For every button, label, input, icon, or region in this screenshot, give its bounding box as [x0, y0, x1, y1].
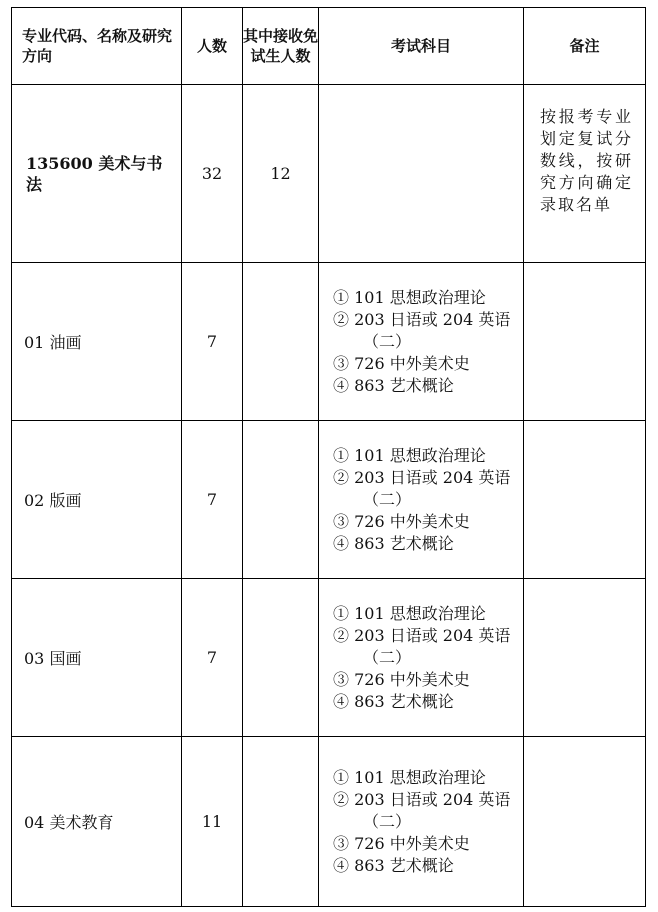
- subject-item: ② 203 日语或 204 英语（二）: [333, 625, 511, 667]
- subject-item: ③ 726 中外美术史: [333, 669, 470, 689]
- header-count: 人数: [182, 8, 243, 85]
- direction-name: 02 版画: [12, 421, 182, 579]
- table-header: [12, 8, 646, 85]
- subject-item: ③ 726 中外美术史: [333, 511, 470, 531]
- table-row: [12, 737, 646, 907]
- header-note: 备注: [524, 8, 646, 85]
- subject-item: ② 203 日语或 204 英语（二）: [333, 789, 511, 831]
- subject-item: ③ 726 中外美术史: [333, 353, 470, 373]
- header-subjects: 考试科目: [319, 8, 524, 85]
- subject-item: ① 101 思想政治理论: [333, 603, 486, 623]
- subject-item: ④ 863 艺术概论: [333, 691, 454, 711]
- direction-count: 7: [182, 263, 243, 421]
- subject-item: ② 203 日语或 204 英语（二）: [333, 309, 511, 351]
- direction-name: 03 国画: [12, 579, 182, 737]
- direction-count: 7: [182, 421, 243, 579]
- table-row: [12, 263, 646, 421]
- direction-exempt: [243, 263, 319, 421]
- direction-subjects: [319, 421, 524, 579]
- direction-exempt: [243, 421, 319, 579]
- subject-item: ① 101 思想政治理论: [333, 767, 486, 787]
- direction-subjects: [319, 263, 524, 421]
- direction-note: [524, 579, 646, 737]
- major-name: 135600 美术与书法: [12, 85, 182, 263]
- header-exempt: 其中接收免试生人数: [243, 8, 319, 85]
- direction-subjects: [319, 579, 524, 737]
- direction-count: 11: [182, 737, 243, 907]
- subject-list: [319, 445, 523, 555]
- direction-name: 01 油画: [12, 263, 182, 421]
- direction-note: [524, 421, 646, 579]
- direction-exempt: [243, 737, 319, 907]
- admissions-table: [11, 7, 646, 907]
- subject-item: ② 203 日语或 204 英语（二）: [333, 467, 511, 509]
- major-note: 按报考专业划定复试分数线，按研究方向确定录取名单: [524, 85, 646, 263]
- header-major: 专业代码、名称及研究方向: [12, 8, 182, 85]
- major-subjects: [319, 85, 524, 263]
- subject-item: ① 101 思想政治理论: [333, 445, 486, 465]
- table-row: [12, 421, 646, 579]
- subject-list: [319, 767, 523, 877]
- direction-note: [524, 263, 646, 421]
- table-row: [12, 579, 646, 737]
- header-row: [12, 8, 646, 85]
- major-exempt: 12: [243, 85, 319, 263]
- subject-item: ④ 863 艺术概论: [333, 533, 454, 553]
- direction-note: [524, 737, 646, 907]
- major-row: [12, 85, 646, 263]
- subject-list: [319, 603, 523, 713]
- subject-item: ④ 863 艺术概论: [333, 855, 454, 875]
- major-count: 32: [182, 85, 243, 263]
- subject-list: [319, 287, 523, 397]
- subject-item: ① 101 思想政治理论: [333, 287, 486, 307]
- direction-count: 7: [182, 579, 243, 737]
- subject-item: ③ 726 中外美术史: [333, 833, 470, 853]
- direction-subjects: [319, 737, 524, 907]
- subject-item: ④ 863 艺术概论: [333, 375, 454, 395]
- direction-name: 04 美术教育: [12, 737, 182, 907]
- direction-exempt: [243, 579, 319, 737]
